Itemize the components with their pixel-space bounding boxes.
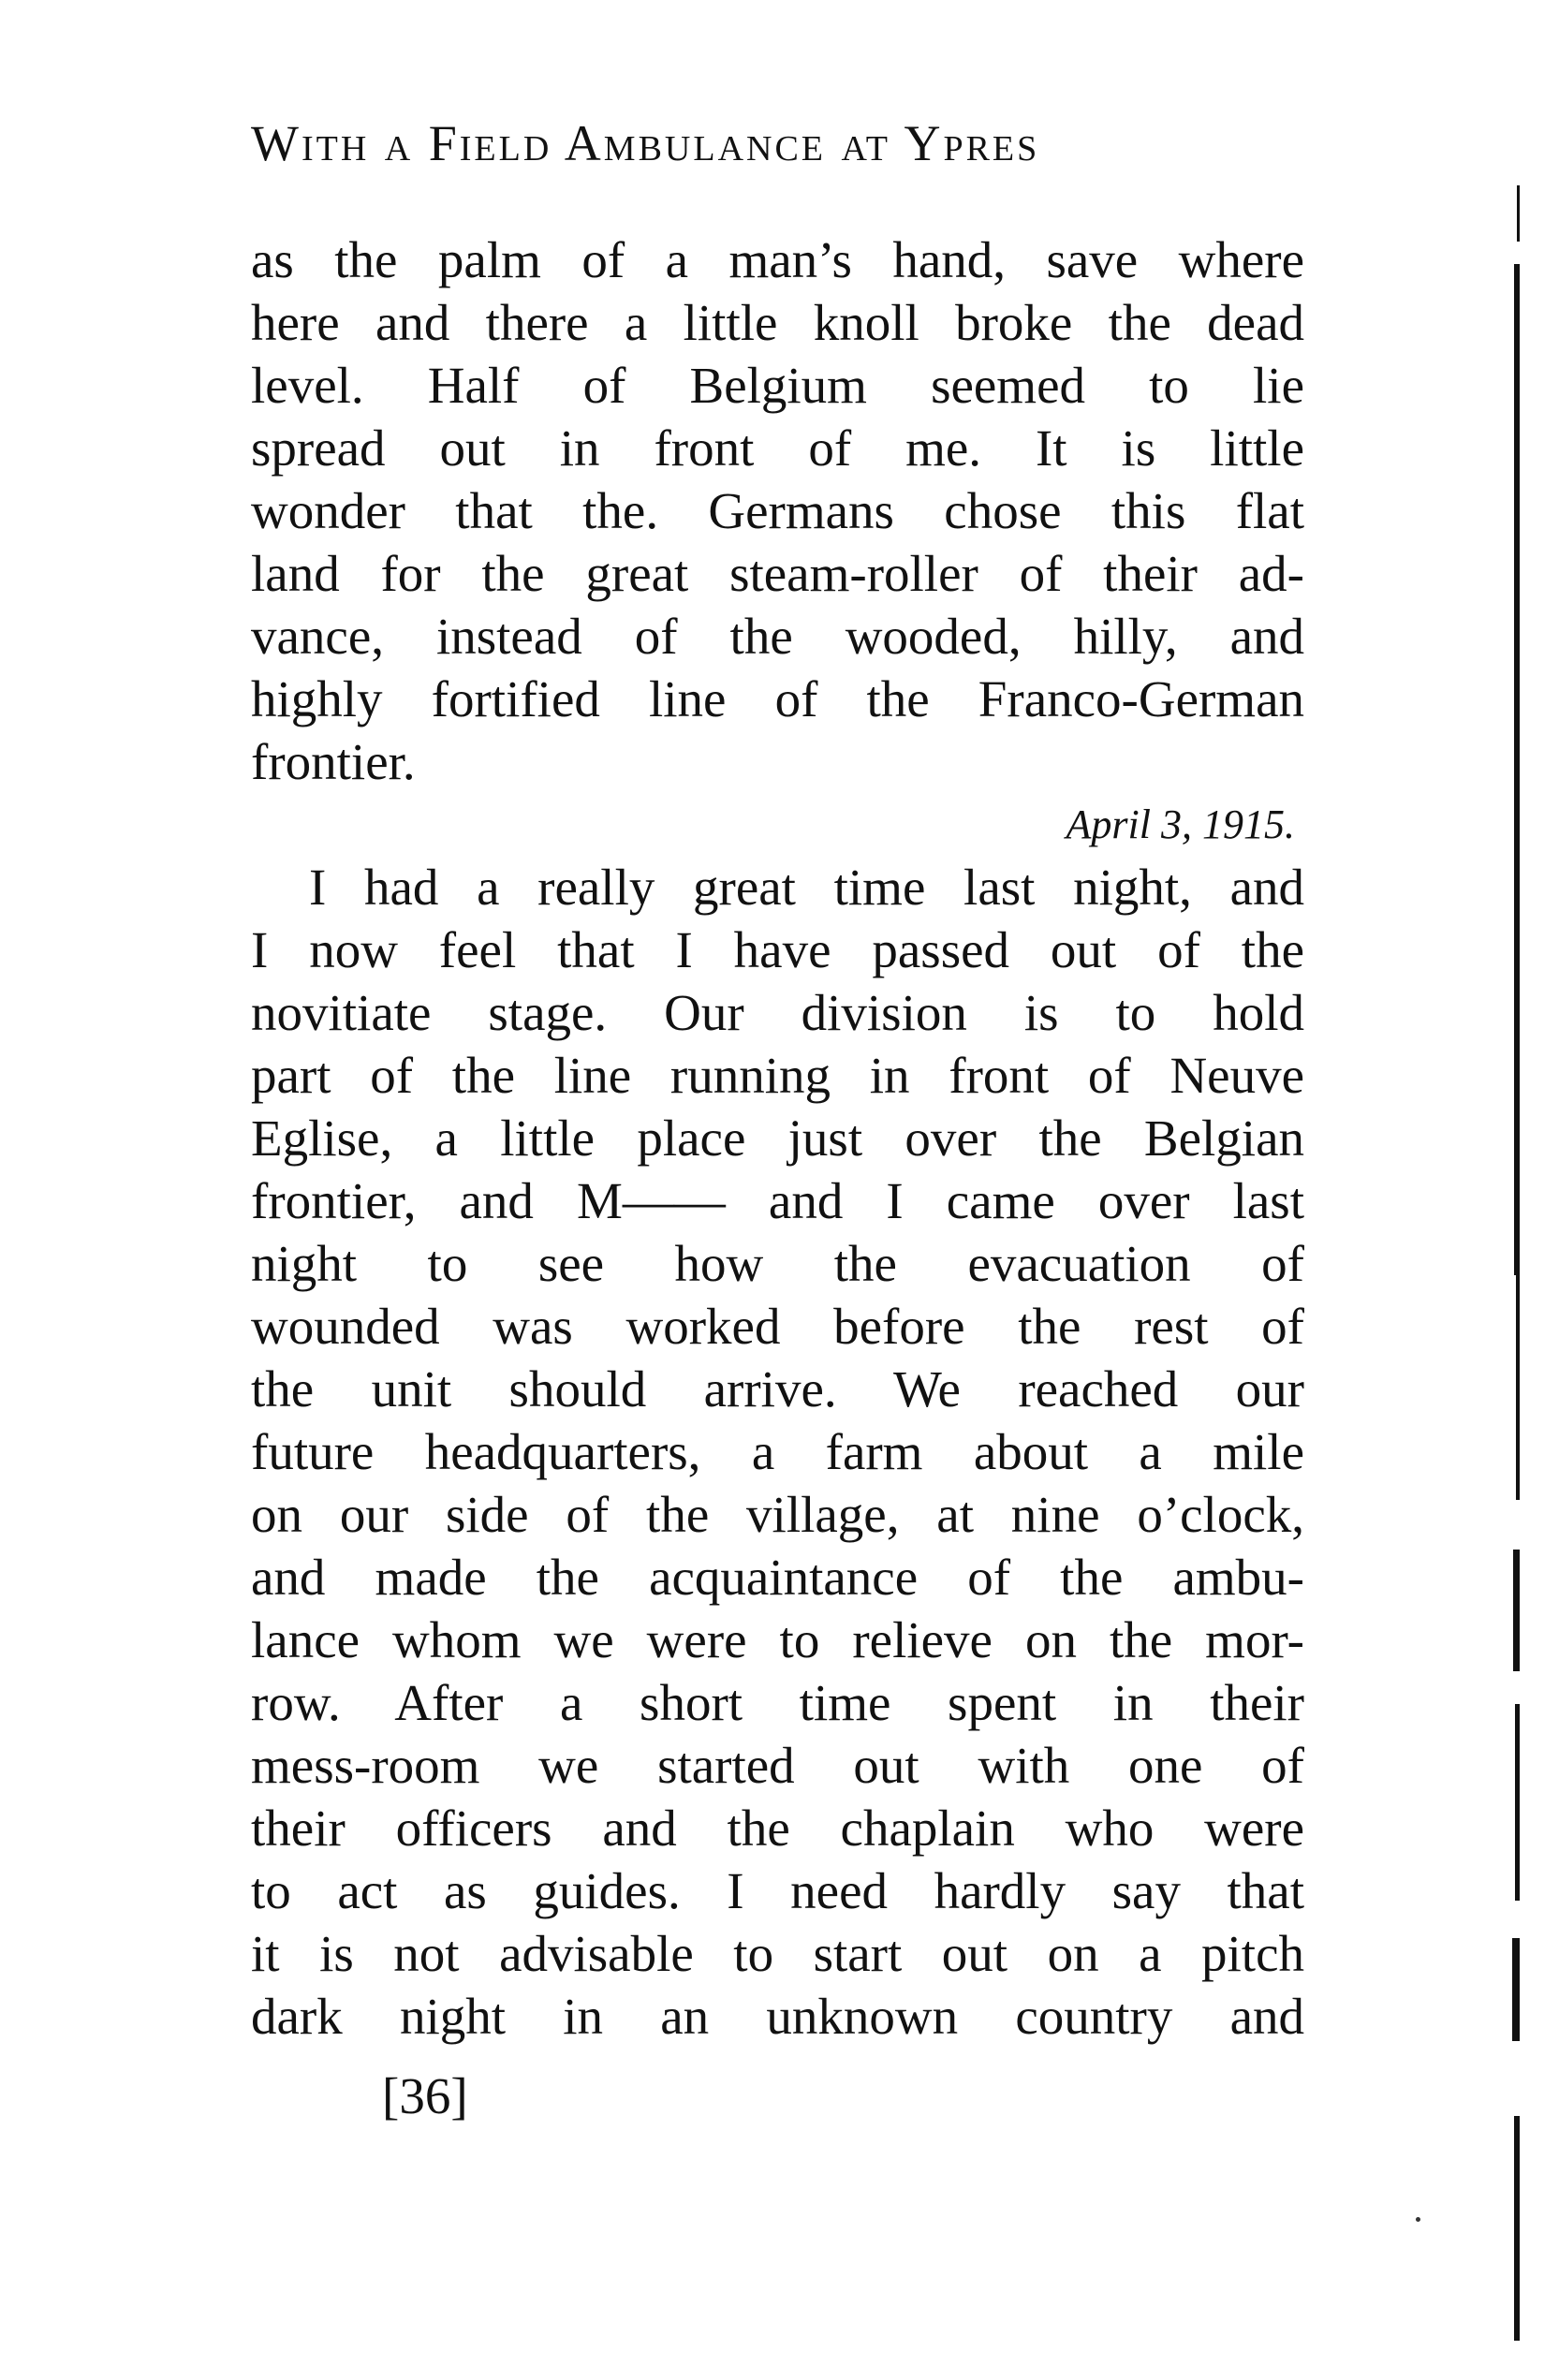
- text-line: I now feel that I have passed out of the: [251, 921, 1304, 978]
- text-line: level. Half of Belgium seemed to lie: [251, 357, 1304, 414]
- text-line: dark night in an unknown country and: [251, 1988, 1304, 2045]
- text-line: future headquarters, a farm about a mile: [251, 1423, 1304, 1480]
- text-line: land for the great steam-roller of their ad-: [251, 545, 1304, 602]
- text-line: Eglise, a little place just over the Belgian: [251, 1109, 1304, 1167]
- text-line: vance, instead of the wooded, hilly, and: [251, 608, 1304, 665]
- binding-edge-line: [1516, 1275, 1520, 1500]
- binding-edge-line: [1513, 1550, 1520, 1671]
- text-line: as the palm of a man’s hand, save where: [251, 231, 1304, 288]
- text-line: it is not advisable to start out on a pitch: [251, 1925, 1304, 1982]
- text-line: on our side of the village, at nine o’clock,: [251, 1486, 1304, 1543]
- binding-edge-line: [1514, 2116, 1520, 2341]
- binding-edge-line: [1512, 1938, 1520, 2041]
- running-head: With a Field Ambulance at Ypres: [251, 115, 1040, 171]
- page-number: [36]: [382, 2067, 468, 2124]
- binding-edge-line: [1515, 1704, 1520, 1901]
- paragraph-2: [251, 856, 1304, 2048]
- text-line: spread out in front of me. It is little: [251, 419, 1304, 477]
- text-line: I had a really great time last night, and: [309, 859, 1304, 916]
- dateline: April 3, 1915.: [1066, 801, 1295, 847]
- text-line: part of the line running in front of Neuve: [251, 1047, 1304, 1104]
- text-line: night to see how the evacuation of: [251, 1235, 1304, 1292]
- text-line: mess-room we started out with one of: [251, 1737, 1304, 1794]
- binding-edge-line: [1514, 264, 1520, 1275]
- text-line: their officers and the chaplain who were: [251, 1800, 1304, 1857]
- text-line: highly fortified line of the Franco-German: [251, 670, 1304, 727]
- text-line: frontier.: [251, 733, 416, 790]
- text-line: frontier, and M—— and I came over last: [251, 1172, 1304, 1229]
- text-line: here and there a little knoll broke the dead: [251, 294, 1304, 351]
- binding-edge-line: [1517, 185, 1520, 242]
- text-line: and made the acquaintance of the ambu-: [251, 1549, 1304, 1606]
- text-line: row. After a short time spent in their: [251, 1674, 1304, 1731]
- text-line: wounded was worked before the rest of: [251, 1298, 1304, 1355]
- text-line: the unit should arrive. We reached our: [251, 1360, 1304, 1418]
- text-line: lance whom we were to relieve on the mor-: [251, 1611, 1304, 1668]
- scan-speck: [1416, 2217, 1420, 2222]
- text-line: to act as guides. I need hardly say that: [251, 1862, 1304, 1919]
- text-line: novitiate stage. Our division is to hold: [251, 984, 1304, 1041]
- body-text: [251, 228, 1304, 2048]
- text-line: wonder that the. Germans chose this flat: [251, 482, 1304, 539]
- paragraph-1: [251, 228, 1304, 793]
